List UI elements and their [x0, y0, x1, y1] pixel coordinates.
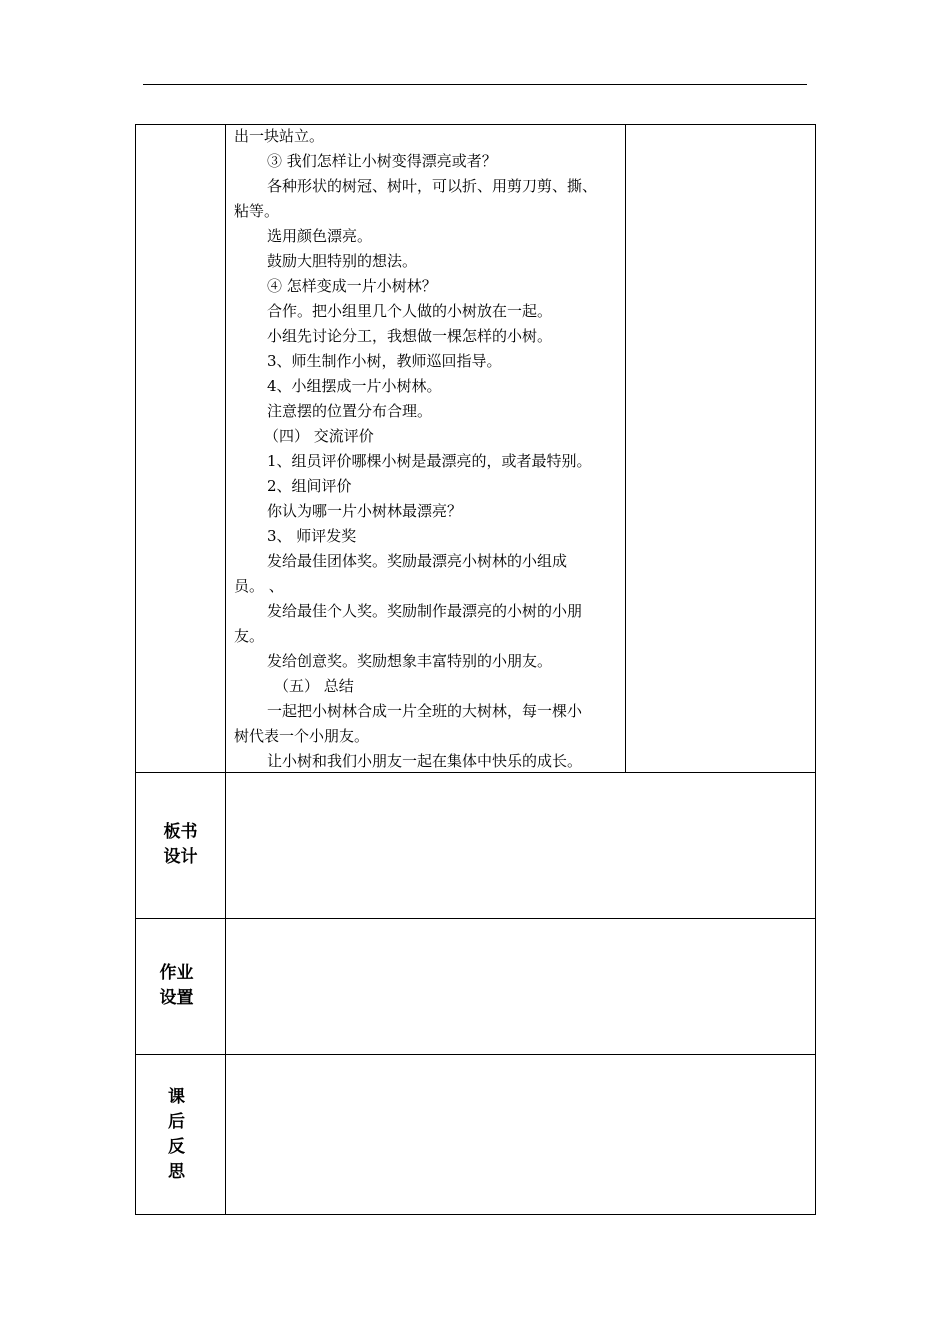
reflection-label: 课 后 反 思: [168, 1087, 185, 1182]
lesson-line: 员。 、: [234, 577, 284, 595]
lesson-line: 粘等。: [234, 202, 280, 220]
table-right-border: [815, 124, 816, 1215]
lesson-line: 4、小组摆成一片小树林。: [267, 377, 442, 395]
lesson-line: 友。: [234, 627, 265, 645]
lesson-line: 让小树和我们小朋友一起在集体中快乐的成长。: [267, 752, 583, 770]
table-bottom-border: [135, 1214, 816, 1215]
lesson-line: 2、组间评价: [267, 477, 352, 495]
column-divider: [225, 124, 226, 1215]
row-divider: [135, 1054, 816, 1055]
row-divider: [135, 918, 816, 919]
lesson-line: 鼓励大胆特别的想法。: [267, 252, 418, 270]
board-design-label: 板书 设计: [163, 822, 198, 867]
lesson-line: 3、师生制作小树，教师巡回指导。: [267, 352, 502, 370]
lesson-line: 出一块站立。: [234, 127, 325, 145]
lesson-line: 发给最佳个人奖。奖励制作最漂亮的小树的小朋: [267, 602, 583, 620]
lesson-line: 发给最佳团体奖。奖励最漂亮小树林的小组成: [267, 552, 568, 570]
homework-label: 作业 设置: [159, 963, 194, 1008]
lesson-line: 发给创意奖。奖励想象丰富特别的小朋友。: [267, 652, 553, 670]
lesson-line: ③ 我们怎样让小树变得漂亮或者？: [267, 152, 497, 170]
lesson-line: 1、组员评价哪棵小树是最漂亮的，或者最特别。: [267, 452, 592, 470]
lesson-line: 树代表一个小朋友。: [234, 727, 370, 745]
table-left-border: [135, 124, 136, 1215]
lesson-content: [234, 124, 624, 774]
column-divider: [625, 124, 626, 773]
lesson-line: 你认为哪一片小树林最漂亮？: [267, 502, 463, 520]
lesson-line: （五） 总结: [274, 677, 354, 695]
lesson-line: 合作。把小组里几个人做的小树放在一起。: [267, 302, 553, 320]
lesson-line: 选用颜色漂亮。: [267, 227, 373, 245]
lesson-line: 一起把小树林合成一片全班的大树林，每一棵小: [267, 702, 583, 720]
lesson-line: 注意摆的位置分布合理。: [267, 402, 433, 420]
lesson-line: 小组先讨论分工，我想做一棵怎样的小树。: [267, 327, 553, 345]
lesson-line: 3、 师评发奖: [267, 527, 357, 545]
lesson-line: ④ 怎样变成一片小树林？: [267, 277, 437, 295]
lesson-line: （四） 交流评价: [264, 427, 374, 445]
lesson-line: 各种形状的树冠、树叶，可以折、用剪刀剪、撕、: [267, 177, 598, 195]
